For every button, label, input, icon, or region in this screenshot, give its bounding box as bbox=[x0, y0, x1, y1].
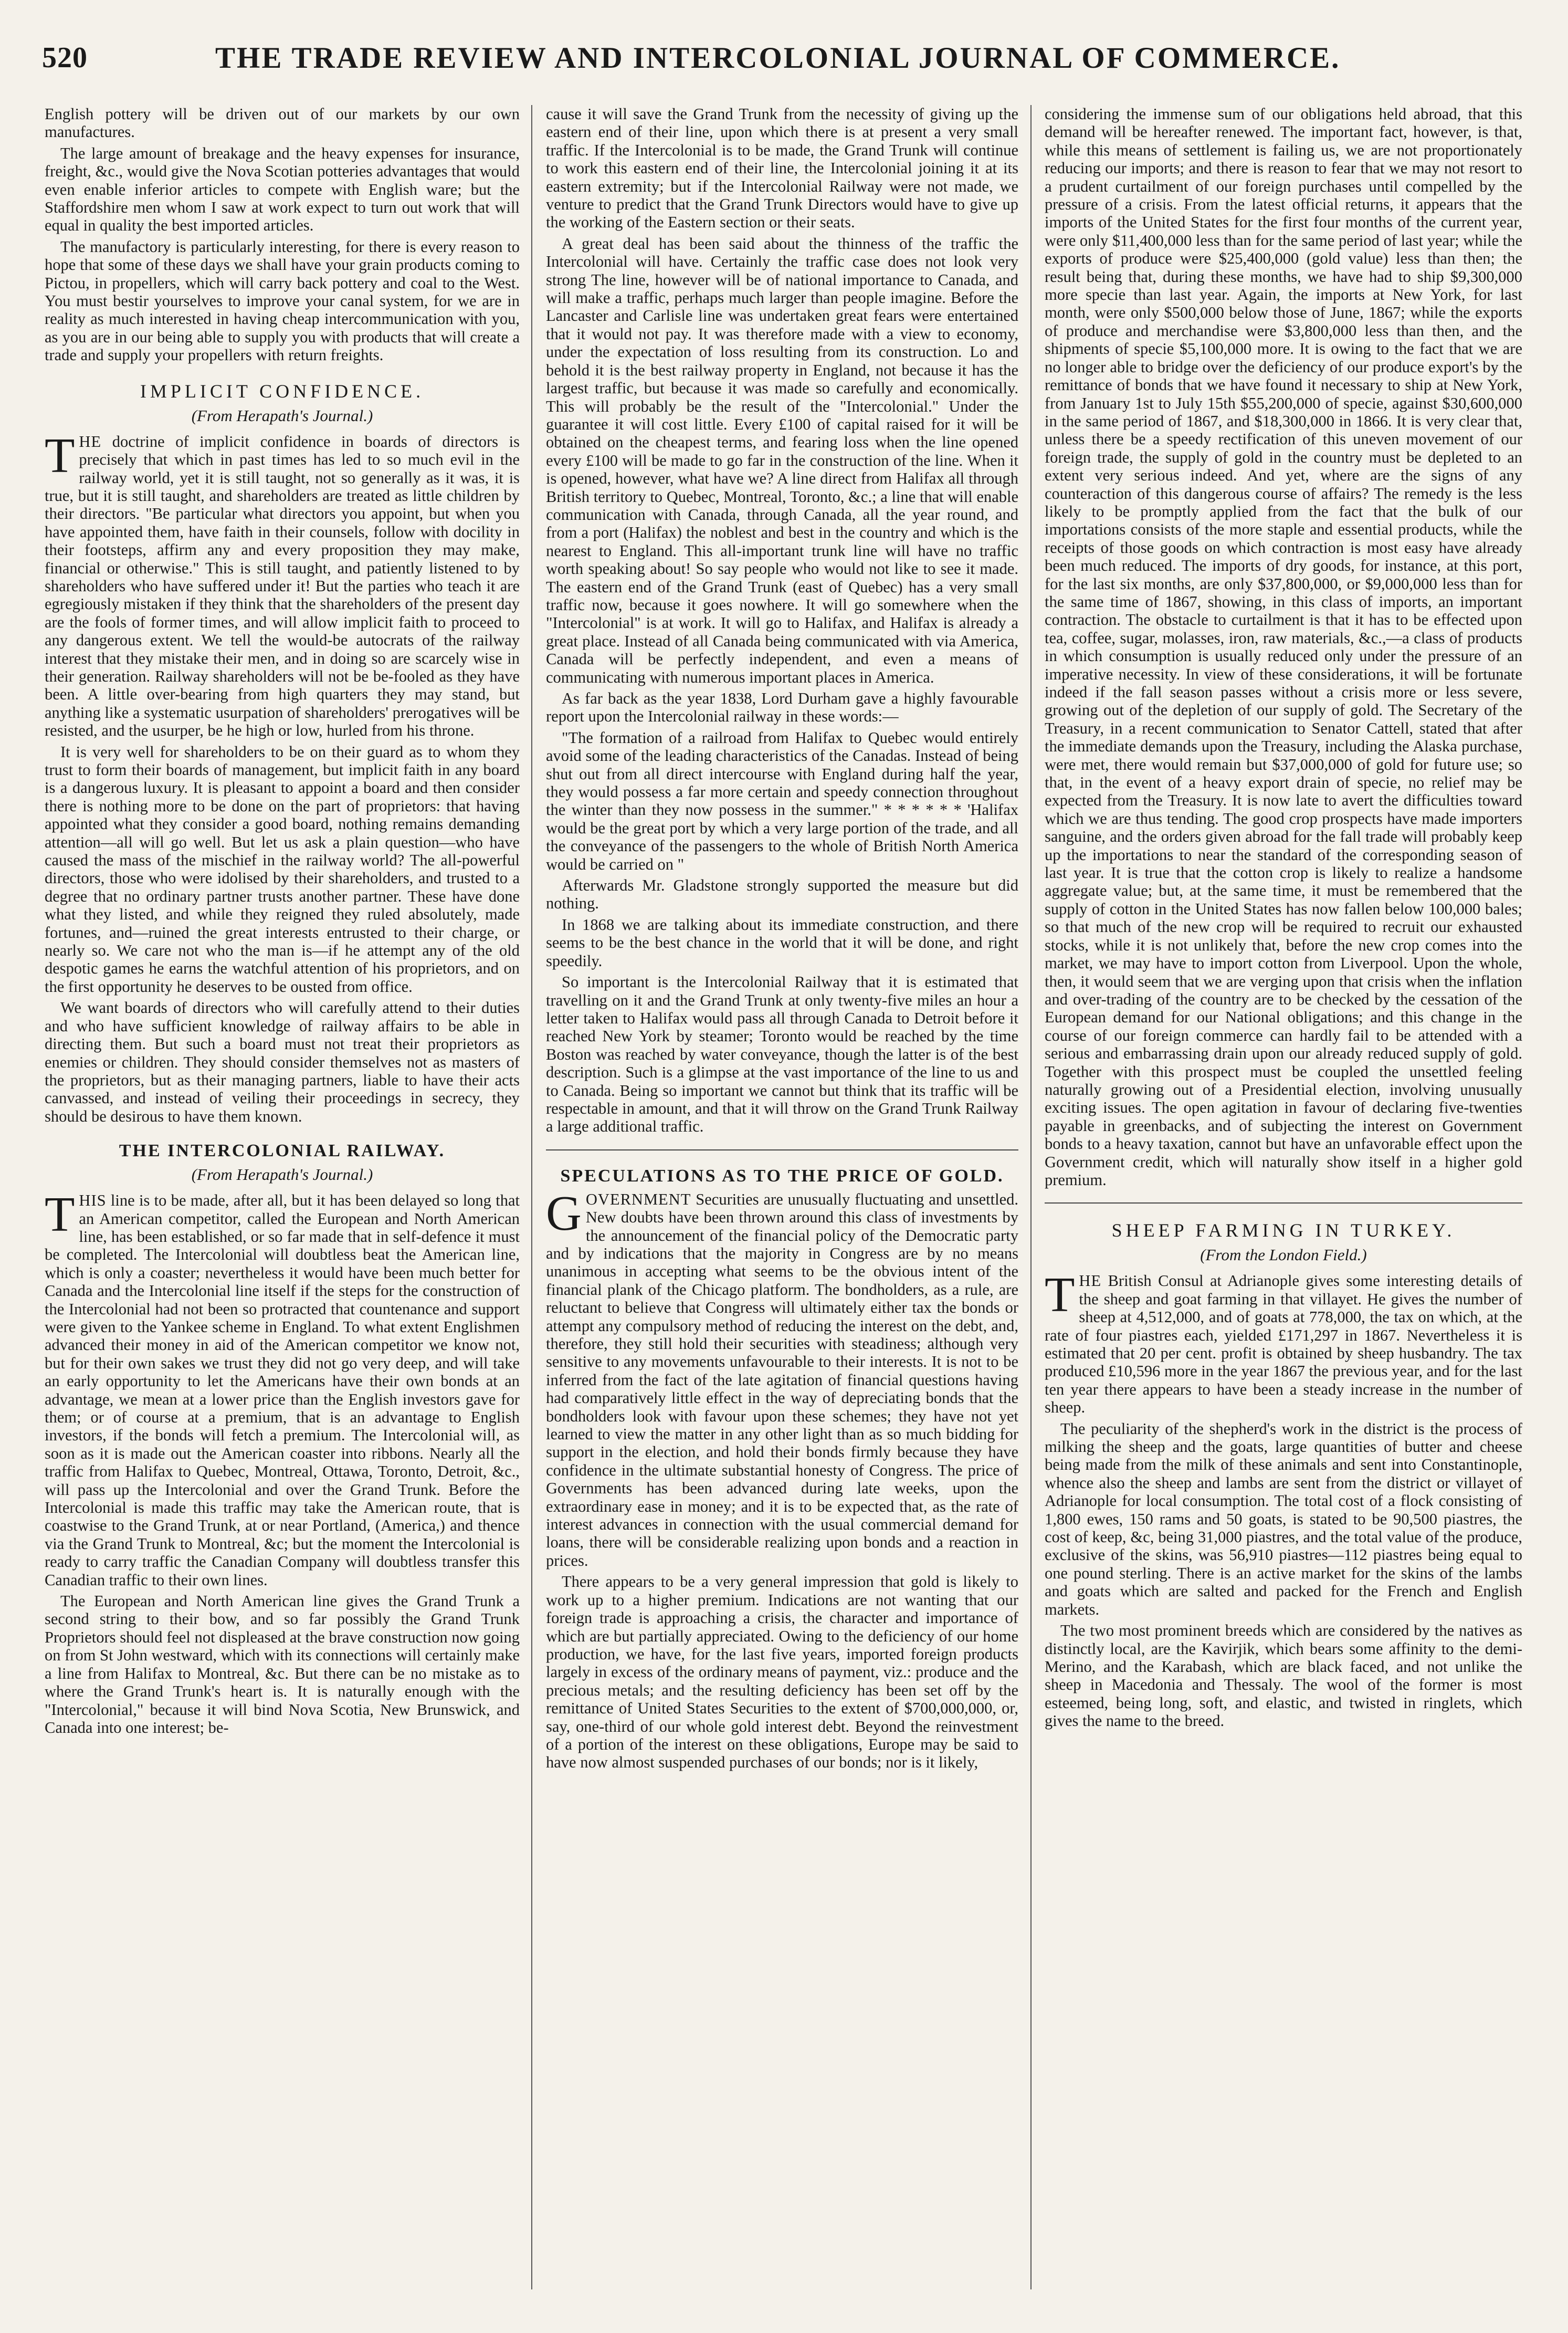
column-rule bbox=[531, 105, 532, 2289]
lead-word: HE bbox=[1079, 1272, 1102, 1290]
paragraph-text: line is to be made, after all, but it has been delayed so long that an American competitor, called the European and North American line, has been established, or so far made that in self-defence it must be completed. The Intercolonial will doubtless beat the American line, which is only a coaster; nevertheless it would have been much better for Canada and the Intercolonial line itself if the steps for the construction of the Intercolonial had not been so protracted that countenance and support were given to the Yankee scheme in England. To what extent Englishmen advanced their money in aid of the American competitor we know not, but for their own sakes we trust they did not go very deep, and will take an early opportunity to let the Americans have their own bonds at an advantage, we mean at a lower price than the English investors gave for them; or of course at a premium, that is an advantage to English investors, if the bonds will fetch a premium. The Intercolonial will, as soon as it is made out the American coaster into ribbons. Nearly all the traffic from Halifax to Quebec, Montreal, Ottawa, Toronto, Detroit, &c., will pass up the Intercolonial and over the Grand Trunk. Before the Intercolonial is made this traffic may take the American route, that is coastwise to the Grand Trunk, at or near Portland, (America,) and thence via the Grand Trunk to Montreal, &c; but the moment the Intercolonial is ready to carry traffic the Canadian Company will doubtless transfer this Canadian traffic to their own lines. bbox=[45, 1191, 520, 1589]
column-rule bbox=[1030, 105, 1032, 2289]
article-paragraph: The European and North American line gives the Grand Trunk a second string to their bow, and so far possibly the Grand Trunk Proprietors should feel not displeased at the brave construction now going on from St John westward, which with its connections will certainly make a line from Halifax to Montreal, &c. But there can be no mistake as to where the Grand Trunk's heart is. It is naturally enough with the "Intercolonial," because it will bind Nova Scotia, New Brunswick, and Canada into one interest; be- bbox=[45, 1592, 520, 1736]
running-title: THE TRADE REVIEW AND INTERCOLONIAL JOURNAL OF COMMERCE. bbox=[215, 41, 1341, 75]
article-title-sheep-farming: SHEEP FARMING IN TURKEY. bbox=[1111, 1220, 1456, 1241]
quoted-paragraph: "The formation of a railroad from Halifax to Quebec would entirely avoid some of the leading characteristics of the Canadas. Instead of being shut out from all direct intercourse with England during half the year, they would possess a far more certain and speedy connection throughout the winter than they now possess in the summer." * * * * * * 'Halifax would be the great port by which a very large portion of the trade, and all the conveyance of the passengers to the whole of British North America would be carried on " bbox=[546, 728, 1018, 873]
article-paragraph: It is very well for shareholders to be on their guard as to whom they trust to form their boards of management, but implicit faith in any board is a dangerous luxury. It is pleasant to appoint a board and then consider there is nothing more to be done on the part of proprietors: that having appointed what they consider a good board, nothing remains demanding attention—all will go well. But let us ask a plain question—who have caused the mass of the mischief in the railway world? The all-powerful directors, those who were idolised by their shareholders, and trusted to a degree that no ordinary partner trusts another partner. These have done what they listed, and while they reigned they ruled absolutely, made fortunes, and—ruined the great interests entrusted to their charge, or nearly so. We care not who the man is—if he attempt any of the old despotic games he earns the watchful attention of his proprietors, and on the first opportunity he deserves to be ousted from office. bbox=[45, 742, 520, 996]
lead-word: HE bbox=[79, 432, 102, 451]
article-paragraph: There appears to be a very general impression that gold is likely to work up to a higher premium. Indications are not wanting that our foreign trade is approaching a crisis, the character and importance of which are but partially appreciated. Owing to the deficiency of our home production, we have, for the last five years, imported foreign products largely in excess of the ordinary means of payment, viz.: produce and the precious metals; and the resulting deficiency has been set off by the remittance of United States Securities to the extent of $700,000,000, or, say, one-third of our whole gold interest debt. Beyond the reinvestment of a portion of the interest on these obligations, Europe may be said to have now almost suspended purchases of our bonds; nor is it likely, bbox=[546, 1573, 1018, 1772]
article-paragraph: considering the immense sum of our obligations held abroad, that this demand will be hereafter renewed. The important fact, however, is that, while this means of settlement is failing us, we are not proportionately reducing our imports; and there is reason to fear that we may not resort to a prudent curtailment of our foreign purchases until compelled by the pressure of a crisis. From the latest official returns, it appears that the imports of the United States for the first four months of the current year, were only $11,400,000 less than for the same period of last year; while the exports of produce were $25,400,000 (gold value) less than then; the result being that, during these months, we have had to ship $9,300,000 more specie than last year. Again, the imports at New York, for last month, were only $500,000 below those of June, 1867; while the exports of produce and merchandise were $3,800,000 less than then, and the shipments of specie $5,100,000 more. It is owing to the fact that we are no longer able to bridge over the deficiency of our produce export's by the remittance of bonds that we have found it necessary to ship at New York, from January 1st to July 15th $55,200,000 of specie, against $30,600,000 in the same period of 1867, and $18,300,000 in 1866. It is very clear that, unless there be a speedy rectification of this uneven movement of our foreign trade, the supply of gold in the country must be depleted to an extent very serious indeed. And yet, where are the signs of any counteraction of this dangerous course of affairs? The remedy is the less likely to be promptly applied from the fact that the bulk of our importations consists of the more staple and essential products, while the receipts of those goods on which contraction is most easy have already been much reduced. The imports of dry goods, for instance, at this port, for the last six months, are only $37,800,000, or $9,000,000 less than for the same time of 1867, showing, in this class of imports, an important contraction. The obstacle to curtailment is that it has to be effected upon tea, coffee, sugar, molasses, iron, raw materials, &c.,—a class of products in which consumption is usually reduced only under the pressure of an imperative necessity. In view of these considerations, it will be fortunate indeed if the fall season passes without a crisis more or less severe, growing out of the depletion of our supply of gold. The Secretary of the Treasury, in a recent communication to Senator Cattell, stated that after the immediate demands upon the Treasury, including the Alaska purchase, were met, there would remain but $37,000,000 of gold for future use; so that, in the event of a heavy export drain of specie, no relief may be expected from the Treasury. It is now late to avert the difficulties toward which we are thus tending. The good crop prospects have made importers sanguine, and the orders given abroad for the fall trade will probably keep up the importations to near the standard of the corresponding season of last year. It is true that the cotton crop is likely to realize a handsome aggregate value; but, at the same time, it must be remembered that the supply of cotton in the United States has now fallen below 100,000 bales; so that much of the new crop will be required to recruit our exhausted stocks, while it is not unlikely that, before the new crop comes into the market, we may have to import cotton from Liverpool. Upon the whole, then, it would seem that we are verging upon that crisis when the inflation and over-trading of the country are to be checked by the cessation of the European demand for our National obligations; and this change in the course of our foreign commerce can hardly fail to be attended with a serious and embarrassing drain upon our already reduced supply of gold. Together with this prospect must be coupled the unsettled feeling naturally growing out of a Presidential election, involving unusually exciting issues. The open agitation in favour of declaring five-twenties payable in greenbacks, and of subjecting the interest on Government bonds to a heavy taxation, cannot but have an unfavorable effect upon the Government credit, which will naturally show itself in a higher gold premium. bbox=[1045, 105, 1522, 1189]
lead-word: HIS bbox=[79, 1191, 107, 1210]
column-left bbox=[45, 105, 520, 2289]
article-source: (From the London Field.) bbox=[1200, 1246, 1367, 1264]
paragraph-text: British Consul at Adrianople gives some interesting details of the sheep and goat farming in that villayet. He gives the number of sheep at 4,512,000, and of goats at 778,000, the tax on which, at the rate of four piastres each, yielded £171,297 in 1867. Nevertheless it is estimated that 20 per cent. profit is obtained by sheep husbandry. The tax produced £10,596 more in the year 1867 the previous year, and for the last ten year there appears to have been a steady increase in the number of sheep. bbox=[1045, 1272, 1522, 1417]
article-paragraph bbox=[1045, 1268, 1522, 1417]
article-divider bbox=[546, 1149, 1018, 1150]
drop-cap: G bbox=[546, 1186, 582, 1241]
paragraph-text: Securities are unusually fluctuating and unsettled. New doubts have been thrown around this class of investments by the announcement of the financial policy of the Democratic party and by indications that the majority in Congress are by no means unanimous in accepting what seems to be the obvious intent of the financial plank of the Chicago platform. The bondholders, as a rule, are reluctant to believe that Congress will ultimately either tax the bonds or attempt any compulsory method of reducing the interest on the debt, and, therefore, they still hold their securities with steadiness; although very sensitive to any movements unfavourable to their interests. It is not to be inferred from the fact of the late agitation of financial questions having had comparatively little effect in the way of depreciating bonds that the bondholders look with favour upon these schemes; they have not yet learned to view the matter in any other light than as so much bidding for support in the election, and hold their bonds firmly because they have confidence in the ultimate substantial honesty of Congress. The price of Governments has been advanced during late weeks, upon the extraordinary ease in money; and it is to be expected that, as the rate of interest advances in connection with the usual commercial demand for loans, there will be considerable realizing upon bonds and a reaction in prices. bbox=[546, 1190, 1018, 1570]
paragraph-text: doctrine of implicit confidence in boards of directors is precisely that which in past times has led to so much evil in the railway world, yet it is still taught, not so generally as it was, it is true, but it is still taught, and shareholders are treated as little children by their directors. "Be particular what directors you appoint, but when you have appointed them, have faith in their counsels, follow with docility in their footsteps, affirm any and every proposition they may make, financial or otherwise." This is still taught, and patiently listened to by shareholders who have suffered under it! But the parties who teach it are egregiously mistaken if they think that the shareholders of the present day are the fools of former times, and will allow implicit faith to proceed to any dangerous extent. We tell the would-be autocrats of the railway interest that they mistake their men, and in doing so are scarcely wise in their generation. Railway shareholders will not be be-fooled as they have been. A little over-bearing from high quarters they may stand, but anything like a systematic usurpation of shareholders' prerogatives will be resisted, and the usurper, be he high or low, hurled from his throne. bbox=[45, 432, 520, 740]
article-title-implicit-confidence: IMPLICIT CONFIDENCE. bbox=[140, 380, 425, 402]
article-paragraph bbox=[546, 1186, 1018, 1570]
article-paragraph: The two most prominent breeds which are considered by the natives as distinctly local, are the Kavirjik, which bears some affinity to the demi-Merino, and the Karabash, which are black faced, and not unlike the sheep in Macedonia and Thessaly. The wool of the former is most esteemed, being long, soft, and elastic, and twisted in ringlets, which gives the name to the breed. bbox=[1045, 1621, 1522, 1730]
article-paragraph: As far back as the year 1838, Lord Durham gave a highly favourable report upon the Intercolonial railway in these words:— bbox=[546, 689, 1018, 726]
lead-word: OVERNMENT bbox=[585, 1190, 691, 1208]
article-paragraph: The large amount of breakage and the heavy expenses for insurance, freight, &c., would give the Nova Scotian potteries advantages that would even enable inferior articles to compete with English ware; but the Staffordshire men whom I saw at work expect to turn out work that will equal in quality the best imported articles. bbox=[45, 144, 520, 235]
column-middle bbox=[546, 105, 1018, 2289]
drop-cap: T bbox=[1045, 1268, 1075, 1323]
article-paragraph: We want boards of directors who will carefully attend to their duties and who have sufficient knowledge of railway affairs to be able in directing them. But such a board must not treat their proprietors as enemies or children. They should consider themselves not as masters of the proprietors, but as their managing partners, liable to have their acts canvassed, and instead of veiling their proceedings in secrecy, they should be desirous to have them known. bbox=[45, 999, 520, 1125]
article-paragraph: In 1868 we are talking about its immediate construction, and there seems to be the best chance in the world that it will be done, and right speedily. bbox=[546, 915, 1018, 970]
article-paragraph: English pottery will be driven out of our markets by our own manufactures. bbox=[45, 105, 520, 141]
article-source: (From Herapath's Journal.) bbox=[191, 406, 373, 425]
article-title-intercolonial-railway: THE INTERCOLONIAL RAILWAY. bbox=[119, 1141, 446, 1161]
page-number: 520 bbox=[42, 41, 88, 74]
article-source: (From Herapath's Journal.) bbox=[191, 1165, 373, 1184]
article-divider bbox=[1045, 1202, 1522, 1204]
drop-cap: T bbox=[45, 1187, 75, 1242]
page-header bbox=[42, 41, 1533, 88]
article-paragraph: cause it will save the Grand Trunk from the necessity of giving up the eastern end of their line, upon which there is at present a very small traffic. If the Intercolonial is to be made, the Grand Trunk will continue to work this eastern end of their line, the Intercolonial joining it at its eastern extremity; but if the Intercolonial Railway were not made, we venture to predict that the Grand Trunk Directors would have to give up the working of the Eastern section or their seats. bbox=[546, 105, 1018, 232]
article-paragraph: So important is the Intercolonial Railway that it is estimated that travelling on it and the Grand Trunk at only twenty-five miles an hour a letter taken to Halifax would pass all through Canada to Detroit before it reached New York by steamer; Toronto would be reached by the time Boston was reached by water conveyance, though the latter is of the best description. Such is a glimpse at the vast importance of the line to us and to Canada. Being so important we cannot but think that its traffic will be respectable in amount, and that it will throw on the Grand Trunk Railway a large additional traffic. bbox=[546, 973, 1018, 1136]
drop-cap: T bbox=[45, 428, 75, 483]
column-right bbox=[1045, 105, 1522, 2289]
article-paragraph: The peculiarity of the shepherd's work in the district is the process of milking the sheep and the goats, large quantities of butter and cheese being made from the milk of these animals and sent into Constantinople, whence also the sheep and lambs are sent from the district or villayet of Adrianople for local consumption. The total cost of a flock consisting of 1,800 ewes, 150 rams and 50 goats, is stated to be 90,500 piastres, the cost of keep, &c, being 31,000 piastres, and the total value of the produce, exclusive of the skins, was 56,910 piastres—112 piastres being equal to one pound sterling. There is an active market for the skins of the lambs and goats which are salted and packed for the French and English markets. bbox=[1045, 1419, 1522, 1618]
article-title-price-of-gold: SPECULATIONS AS TO THE PRICE OF GOLD. bbox=[560, 1166, 1004, 1186]
article-paragraph bbox=[45, 428, 520, 740]
article-paragraph: A great deal has been said about the thinness of the traffic the Intercolonial will have. Certainly the traffic case does not look very strong The line, however will be of national importance to Canada, and will make a traffic, perhaps much larger than people imagine. Before the Lancaster and Carlisle line was undertaken great fears were entertained that it would not pay. It was therefore made with a view to economy, under the expectation of loss resulting from its construction. Lo and behold it is the best railway property in England, not because it has the largest traffic, but because it was made so carefully and economically. This will probably be the result of the "Intercolonial." Under the guarantee it will cost little. Every £100 of capital raised for it will be obtained on the cheapest terms, and fearing loss when the line opened every £100 will be made to go far in the construction of the line. When it is opened, however, what have we? A line direct from Halifax all through British territory to Quebec, Montreal, Toronto, &c.; a line that will enable communication with Canada, through Canada, all the year round, and from a port (Halifax) the noblest and best in the country and which is the nearest to England. This all-important trunk line will have no traffic worth speaking about! So say people who would not like to see it made. The eastern end of the Grand Trunk (east of Quebec) has a very small traffic now, because it goes nowhere. It will go somewhere when the "Intercolonial" is at work. It will go to Halifax, and Halifax is already a great place. Instead of all Canada being communicated with via America, Canada will be perfectly independent, and even a means of communicating with numerous important places in America. bbox=[546, 234, 1018, 686]
article-paragraph: The manufactory is particularly interesting, for there is every reason to hope that some of these days we shall have your grain products coming to Pictou, in propellers, which will carry back pottery and coal to the West. You must bestir yourselves to improve your canal system, for we are in reality as much interested in having cheap intercommunication with you, as you are in our being able to supply you with products that will create a trade and supply your propellers with return freights. bbox=[45, 237, 520, 364]
article-paragraph: Afterwards Mr. Gladstone strongly supported the measure but did nothing. bbox=[546, 876, 1018, 913]
article-paragraph bbox=[45, 1187, 520, 1589]
